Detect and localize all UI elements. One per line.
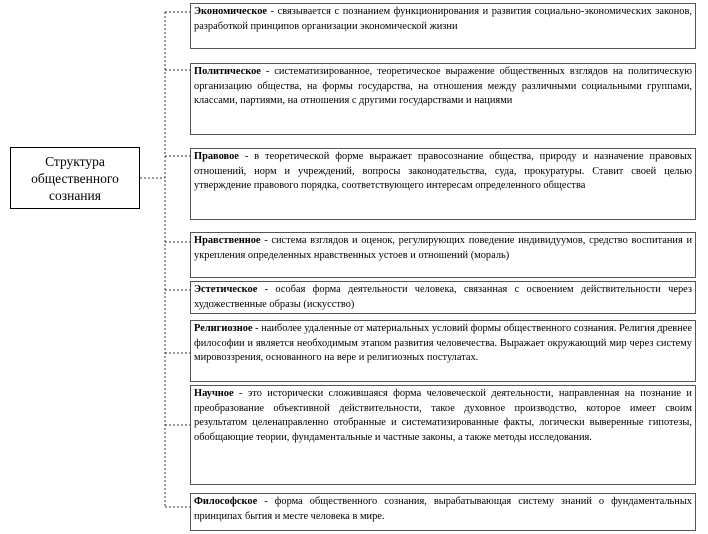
item-political-head: Политическое [194,66,261,77]
item-economic [190,3,696,49]
item-political-text: - систематизированное, теоретическое выражение общественных взглядов на политическую организацию общества, на формы государства, на отношения между различными социальными группами, классами, партиями, на отношения с другими государствами и нациями [194,66,692,106]
item-legal [190,148,696,220]
item-scientific [190,385,696,485]
root-line-2: общественного [31,170,119,186]
item-philosophical-text: - форма общественного сознания, вырабатывающая систему знаний о фундаментальных принципах бытия и месте человека в мире. [194,496,692,522]
item-religious-text: - наиболее удаленные от материальных условий формы общественного сознания. Религия древнее философии и является необходимым этапом развития человечества. Выражает окружающий мир через систему мировоззрения, основанного на вере и религиозных постулатах. [194,323,692,363]
item-philosophical-head: Философское [194,496,258,507]
item-moral-text: - система взглядов и оценок, регулирующих поведение индивидуумов, средство воспитания и укрепления определенных нравственных устоев и отношений (мораль) [194,235,692,261]
item-political [190,63,696,135]
root-line-1: Структура [45,153,105,169]
item-moral-head: Нравственное [194,235,261,246]
item-aesthetic-head: Эстетическое [194,284,258,295]
root-line-3: сознания [49,187,101,203]
item-scientific-text: - это исторически сложившаяся форма человеческой деятельности, направленная на познание и преобразование объективной действительности, такое духовное производство, которое имеет своим результатом целенаправленно отобранные и систематизированные факты, логически выверенные гипотезы, обобщающие теории, фундаментальные и частные законы, а также методы исследования. [194,388,692,443]
item-aesthetic-text: - особая форма деятельности человека, связанная с освоением действительности через художественные образы (искусство) [194,284,692,310]
item-economic-text: - связывается с познанием функционирования и развития социально-экономических законов, разработкой принципов организации экономической жизни [194,6,692,32]
item-legal-head: Правовое [194,151,239,162]
root-node-structure [10,147,140,209]
item-religious-head: Религиозное [194,323,253,334]
item-legal-text: - в теоретической форме выражает правосознание общества, природу и назначение правовых отношений, норм и учреждений, вопросы законодательства, суда, прокуратуры. Ставит своей целью утверждение правового порядка, соответствующего интересам определенного общества [194,151,692,191]
item-philosophical [190,493,696,531]
item-aesthetic [190,281,696,314]
item-religious [190,320,696,382]
item-economic-head: Экономическое [194,6,268,17]
item-moral [190,232,696,278]
item-scientific-head: Научное [194,388,234,399]
